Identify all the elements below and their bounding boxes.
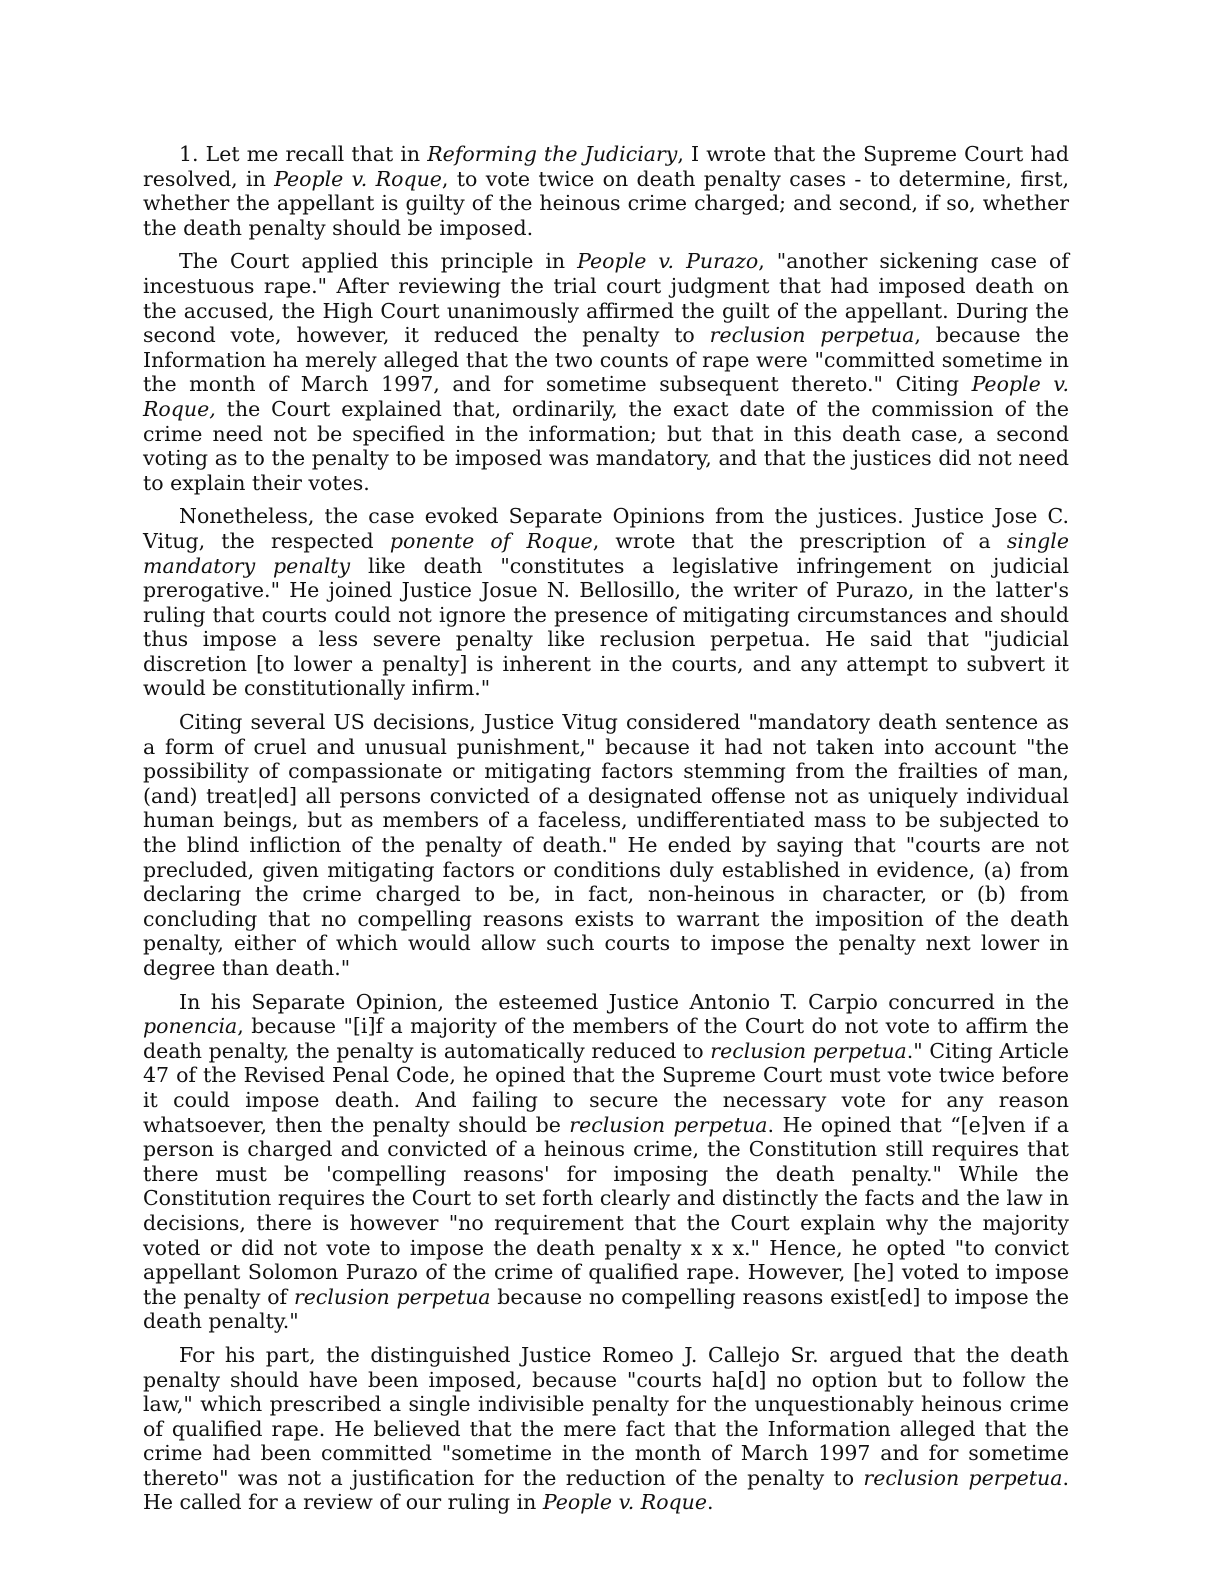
text-run: In his Separate Opinion, the esteemed Justice Antonio T. Carpio concurred in the [179,989,1069,1014]
italic-run: People v. Roque, [143,372,1069,421]
text-run: ." Citing Article 47 of the Revised Penal Code, he opined that the Supreme Court must vote twice before it could impose death. And failing to secure the necessary vote for any reason whatsoever, then the penalty should be [143,1038,1069,1137]
document-page [143,142,1069,1524]
italic-run: ponente of Roque [389,528,593,553]
text-run: , wrote that the prescription of a [592,528,1007,553]
paragraph-3 [143,504,1069,701]
italic-run: reclusion perpetua [709,323,915,348]
text-run: , to vote twice on death penalty cases - to determine, first, whether the appellant is guilty of the heinous crime charged; and second, if so, whether the death penalty should be imposed. [143,166,1069,240]
text-run: . He opined that “[e]ven if a person is charged and convicted of a heinous crime, the Constitution still requires that there must be 'compelling reasons' for imposing the death penalty." While the Constitution requires the Court to set forth clearly and distinctly the facts and the law in decisions, there is however "no requirement that the Court explain why the majority voted or did not vote to impose the death penalty x x x." Hence, he opted "to convict appellant Solomon Purazo of the crime of qualified rape. However, [he] voted to impose the penalty of [143,1112,1069,1309]
text-run: Citing several US decisions, Justice Vitug considered "mandatory death sentence as a form of cruel and unusual punishment," because it had not taken into account "the possibility of compassionate or mitigating factors stemming from the frailties of man, (and) treat|ed] all persons convicted of a designated offense not as uniquely individual human beings, but as members of a faceless, undifferentiated mass to be subjected to the blind infliction of the penalty of death." He ended by saying that "courts are not precluded, given mitigating factors or conditions duly established in evidence, (a) from declaring the crime charged to be, in fact, non-heinous in character, or (b) from concluding that no compelling reasons exists to warrant the imposition of the death penalty, either of which would allow such courts to impose the penalty next lower in degree than death." [143,710,1069,980]
text-run: the Court explained that, ordinarily, the exact date of the commission of the crime need not be specified in the information; but that in this death case, a second voting as to the penalty to be imposed was mandatory, and that the justices did not need to explain their votes. [143,396,1069,495]
text-run: The Court applied this principle in [179,249,578,274]
text-run: because no compelling reasons exist[ed] to impose the death penalty." [143,1284,1069,1334]
text-run: , "another sickening case of incestuous rape." After reviewing the trial court judgment that had imposed death on the accused, the High Court unanimously affirmed the guilt of the appellant. During the second vote, however, it reduced the penalty to [143,249,1069,348]
italic-run: People v. Purazo [577,249,759,274]
text-run: . [707,1490,714,1515]
paragraph-5 [143,990,1069,1334]
text-run: . He called for a review of our ruling in [143,1465,1069,1515]
paragraph-1 [143,142,1069,240]
text-run: , because the Information ha merely alleged that the two counts of rape were "committed sometime in the month of March 1997, and for sometime subsequent thereto." Citing [143,323,1069,397]
text-run: For his part, the distinguished Justice Romeo J. Callejo Sr. argued that the death penalty should have been imposed, because "courts ha[d] no option but to follow the law," which prescribed a single indivisible penalty for the unquestionably heinous crime of qualified rape. He believed that the mere fact that the Information alleged that the crime had been committed "sometime in the month of March 1997 and for sometime thereto" was not a justification for the reduction of the penalty to [143,1342,1069,1490]
text-run: like death "constitutes a legislative infringement on judicial prerogative." He joined Justice Josue N. Bellosillo, the writer of Purazo, in the latter's ruling that courts could not ignore the presence of mitigating circumstances and should thus impose a less severe penalty like reclusion perpetua. He said that "judicial discretion [to lower a penalty] is inherent in the courts, and any attempt to subvert it would be constitutionally infirm." [143,553,1069,701]
text-run: Nonetheless, the case evoked Separate Opinions from the justices. Justice Jose C. Vitug, the respected [143,504,1069,553]
text-run: 1. Let me recall that in [179,142,428,166]
italic-run: ponencia [143,1014,238,1039]
italic-run: People v. Roque [274,166,442,191]
italic-run: reclusion perpetua [863,1465,1063,1490]
italic-run: reclusion perpetua [293,1284,491,1309]
paragraph-6 [143,1343,1069,1515]
italic-run: reclusion perpetua [569,1112,768,1137]
italic-run: reclusion perpetua [710,1038,907,1063]
text-run: , because "[i]f a majority of the members of the Court do not vote to affirm the death penalty, the penalty is automatically reduced to [143,1014,1069,1063]
paragraph-2 [143,249,1069,495]
paragraph-4 [143,710,1069,981]
italic-run: People v. Roque [542,1490,707,1515]
italic-run: Reforming the Judiciary [427,142,678,166]
italic-run: single mandatory penalty [143,528,1069,578]
text-run: , I wrote that the Supreme Court had resolved, in [143,142,1070,191]
